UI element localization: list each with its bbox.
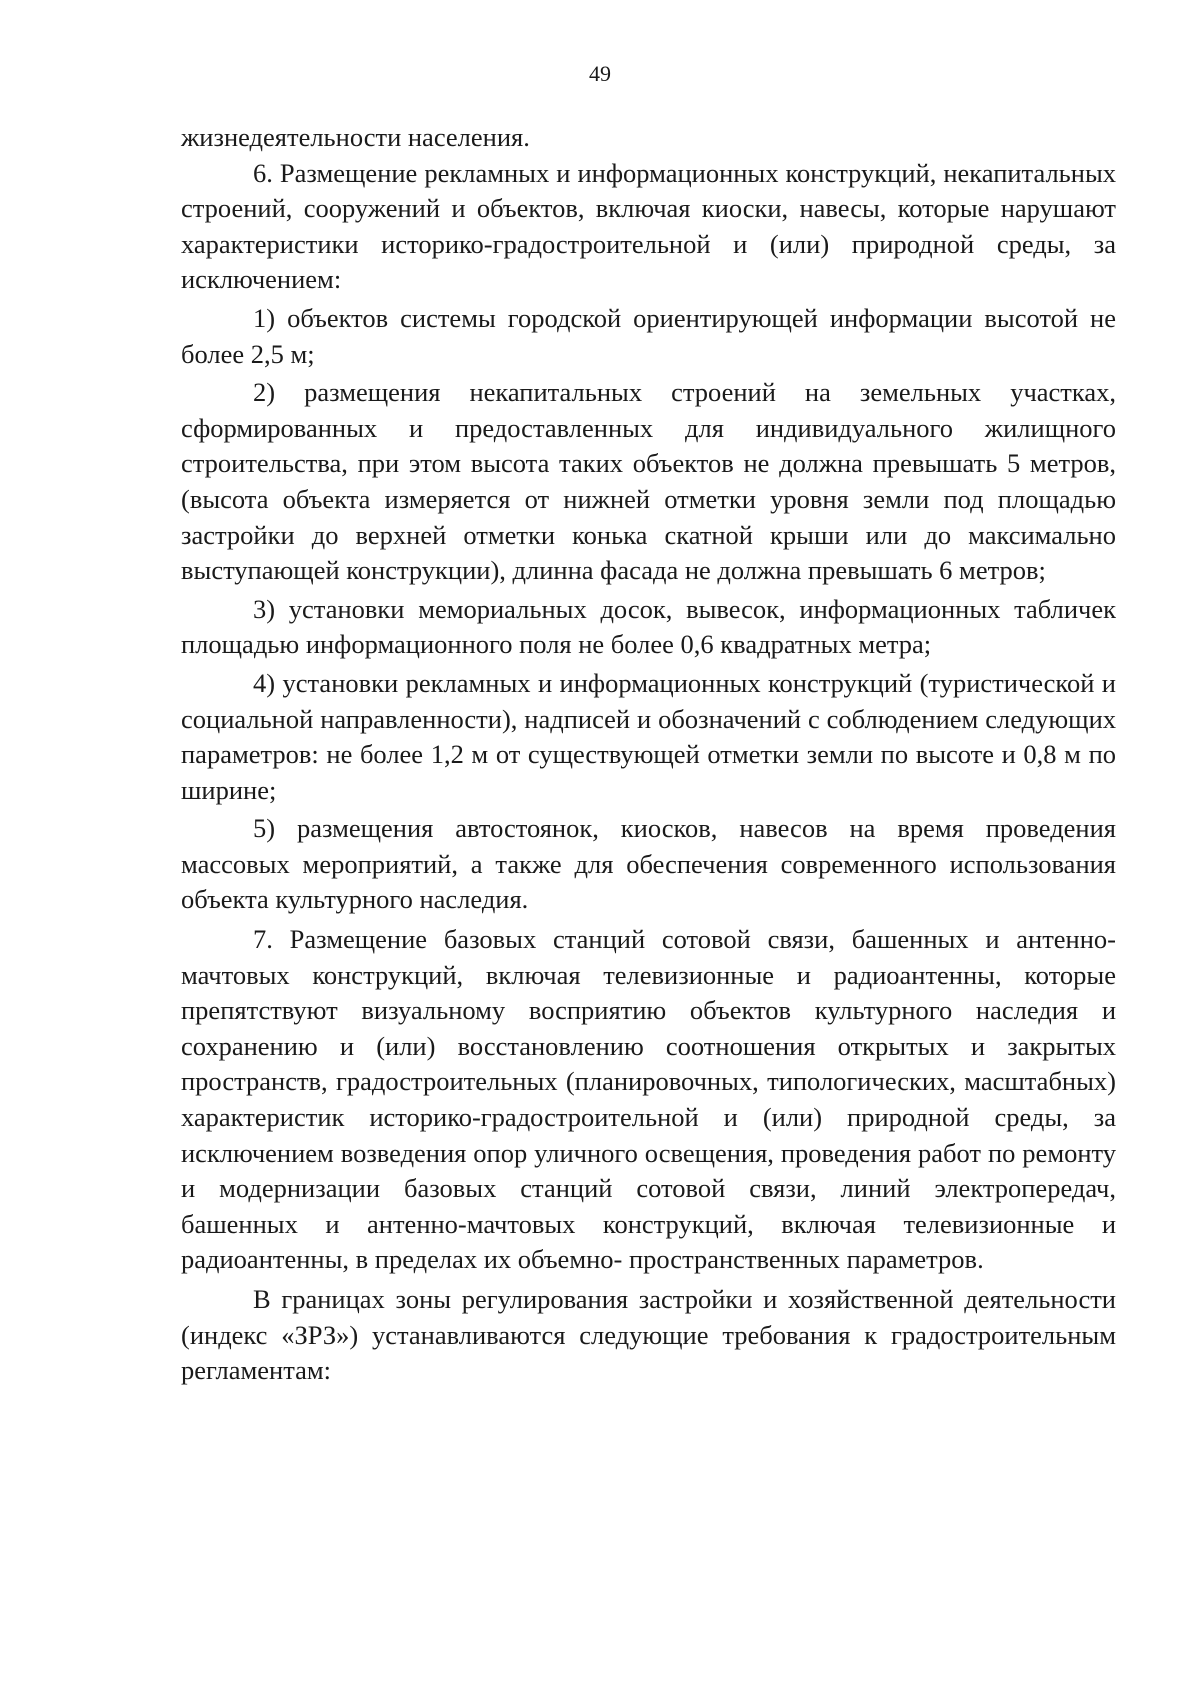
list-item-5: 5) размещения автостоянок, киосков, навесов на время проведения массовых мероприятий, а также для обеспечения современного использования объекта культурного наследия. bbox=[181, 813, 1116, 915]
list-item-3: 3) установки мемориальных досок, вывесок, информационных табличек площадью информационного поля не более 0,6 квадратных метра; bbox=[181, 593, 1116, 660]
document-body bbox=[181, 120, 1116, 1389]
page-number: 49 bbox=[589, 61, 611, 86]
paragraph-zrz-intro: В границах зоны регулирования застройки и хозяйственной деятельности (индекс «ЗРЗ») устанавливаются следующие требования к градостроительным регламентам: bbox=[181, 1284, 1116, 1386]
list-item-1: 1) объектов системы городской ориентирующей информации высотой не более 2,5 м; bbox=[181, 302, 1116, 369]
list-item-2: 2) размещения некапитальных строений на земельных участках, сформированных и предоставленных для индивидуального жилищного строительства, при этом высота таких объектов не должна превышать 5 метров, (высота объекта измеряется от нижней отметки уровня земли под площадью застройки до верхней отметки конька скатной крыши или до максимально выступающей конструкции), длинна фасада не должна превышать 6 метров; bbox=[181, 377, 1116, 586]
list-item-4: 4) установки рекламных и информационных конструкций (туристической и социальной направленности), надписей и обозначений с соблюдением следующих параметров: не более 1,2 м от существующей отметки земли по высоте и 0,8 м по ширине; bbox=[181, 667, 1116, 805]
paragraph-continuation: жизнедеятельности населения. bbox=[181, 122, 530, 152]
paragraph-item-6: 6. Размещение рекламных и информационных конструкций, некапитальных строений, сооружений и объектов, включая киоски, навесы, которые нарушают характеристики историко-градостроительной и (или) природной среды, за исключением: bbox=[181, 157, 1116, 295]
paragraph-item-7: 7. Размещение базовых станций сотовой связи, башенных и антенно-мачтовых конструкций, включая телевизионные и радиоантенны, которые препятствуют визуальному восприятию объектов культурного наследия и сохранению и (или) восстановлению соотношения открытых и закрытых пространств, градостроительных (планировочных, типологических, масштабных) характеристик историко-градостроительной и (или) природной среды, за исключением возведения опор уличного освещения, проведения работ по ремонту и модернизации базовых станций сотовой связи, линий электропередач, башенных и антенно-мачтовых конструкций, включая телевизионные и радиоантенны, в пределах их объемно- пространственных параметров. bbox=[181, 924, 1116, 1275]
